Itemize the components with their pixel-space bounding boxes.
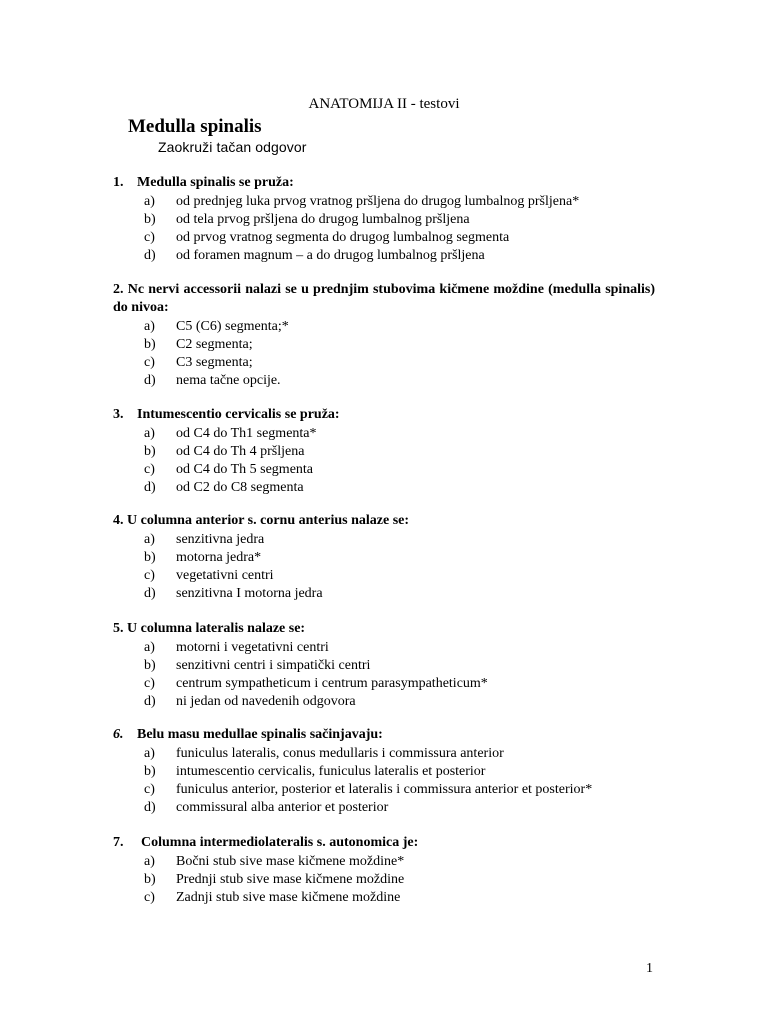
- option-item: [113, 443, 655, 461]
- option-text: od C4 do Th 4 pršljena: [176, 444, 305, 459]
- option-letter: a): [144, 194, 155, 209]
- option-letter: b): [144, 444, 156, 459]
- question-header: [113, 726, 655, 744]
- question-4: [113, 512, 655, 603]
- option-item: [113, 425, 655, 443]
- option-item: [113, 229, 655, 247]
- option-item: [113, 693, 655, 711]
- question-number: 7.: [113, 835, 124, 850]
- question-2: [113, 281, 655, 390]
- question-text: Intumescentio cervicalis se pruža:: [137, 407, 340, 422]
- option-text: ni jedan od navedenih odgovora: [176, 694, 356, 709]
- option-letter: c): [144, 676, 155, 691]
- question-number: 6.: [113, 727, 124, 742]
- question-number: 2.: [113, 282, 124, 297]
- option-text: intumescentio cervicalis, funiculus lateralis et posterior: [176, 764, 486, 779]
- option-text: C5 (C6) segmenta;*: [176, 319, 289, 334]
- option-item: [113, 549, 655, 567]
- option-item: [113, 354, 655, 372]
- instruction-text: Zaokruži tačan odgovor: [158, 139, 307, 155]
- option-text: od tela prvog pršljena do drugog lumbalnog pršljena: [176, 212, 470, 227]
- option-letter: d): [144, 248, 156, 263]
- option-letter: d): [144, 586, 156, 601]
- question-header: [113, 620, 655, 638]
- option-text: centrum sympatheticum i centrum parasympatheticum*: [176, 676, 488, 691]
- option-letter: c): [144, 462, 155, 477]
- option-text: C2 segmenta;: [176, 337, 253, 352]
- option-letter: c): [144, 890, 155, 905]
- option-text: nema tačne opcije.: [176, 373, 281, 388]
- option-letter: c): [144, 230, 155, 245]
- option-item: [113, 479, 655, 497]
- option-letter: d): [144, 480, 156, 495]
- option-letter: b): [144, 337, 156, 352]
- option-list: [113, 639, 655, 711]
- option-item: [113, 799, 655, 817]
- option-text: motorna jedra*: [176, 550, 262, 565]
- option-text: senzitivni centri i simpatički centri: [176, 658, 371, 673]
- option-item: [113, 657, 655, 675]
- question-6: [113, 726, 655, 817]
- option-item: [113, 372, 655, 390]
- option-item: [113, 781, 655, 799]
- question-text: U columna anterior s. cornu anterius nalaze se:: [127, 513, 410, 528]
- option-letter: a): [144, 532, 155, 547]
- question-header: [113, 512, 655, 530]
- option-letter: b): [144, 764, 156, 779]
- option-letter: a): [144, 746, 155, 761]
- option-text: od C2 do C8 segmenta: [176, 480, 304, 495]
- option-item: [113, 531, 655, 549]
- section-title: Medulla spinalis: [128, 116, 262, 137]
- question-header: [113, 406, 655, 424]
- question-header: [113, 281, 655, 317]
- option-item: [113, 461, 655, 479]
- question-number: 4.: [113, 513, 124, 528]
- option-item: [113, 871, 655, 889]
- question-text: Medulla spinalis se pruža:: [137, 175, 294, 190]
- option-letter: a): [144, 640, 155, 655]
- option-letter: c): [144, 568, 155, 583]
- question-3: [113, 406, 655, 497]
- option-item: [113, 318, 655, 336]
- option-letter: d): [144, 800, 156, 815]
- question-header: [113, 174, 655, 192]
- option-item: [113, 585, 655, 603]
- option-list: [113, 318, 655, 390]
- page-number: 1: [646, 961, 653, 976]
- option-text: od C4 do Th 5 segmenta: [176, 462, 314, 477]
- option-item: [113, 639, 655, 657]
- option-list: [113, 853, 655, 907]
- option-text: senzitivna I motorna jedra: [176, 586, 323, 601]
- question-7: [113, 834, 655, 907]
- option-item: [113, 745, 655, 763]
- option-list: [113, 745, 655, 817]
- question-number: 1.: [113, 175, 124, 190]
- option-item: [113, 247, 655, 265]
- option-letter: a): [144, 426, 155, 441]
- option-letter: c): [144, 782, 155, 797]
- option-list: [113, 531, 655, 603]
- option-text: C3 segmenta;: [176, 355, 253, 370]
- option-item: [113, 853, 655, 871]
- question-header: [113, 834, 655, 852]
- option-item: [113, 675, 655, 693]
- option-item: [113, 211, 655, 229]
- option-list: [113, 425, 655, 497]
- option-item: [113, 336, 655, 354]
- option-text: funiculus anterior, posterior et lateralis i commissura anterior et posterior*: [176, 782, 593, 797]
- option-item: [113, 889, 655, 907]
- option-letter: a): [144, 854, 155, 869]
- question-text: Belu masu medullae spinalis sačinjavaju:: [137, 727, 383, 742]
- option-text: od C4 do Th1 segmenta*: [176, 426, 317, 441]
- question-text: U columna lateralis nalaze se:: [127, 621, 306, 636]
- option-text: od foramen magnum – a do drugog lumbalnog pršljena: [176, 248, 485, 263]
- option-text: od prednjeg luka prvog vratnog pršljena do drugog lumbalnog pršljena*: [176, 194, 580, 209]
- option-text: Prednji stub sive mase kičmene moždine: [176, 872, 405, 887]
- question-number: 5.: [113, 621, 124, 636]
- question-1: [113, 174, 655, 265]
- question-text: Columna intermediolateralis s. autonomica je:: [141, 835, 419, 850]
- question-5: [113, 620, 655, 711]
- option-letter: b): [144, 658, 156, 673]
- option-text: senzitivna jedra: [176, 532, 265, 547]
- option-text: od prvog vratnog segmenta do drugog lumbalnog segmenta: [176, 230, 510, 245]
- option-letter: b): [144, 212, 156, 227]
- option-text: Zadnji stub sive mase kičmene moždine: [176, 890, 401, 905]
- option-item: [113, 193, 655, 211]
- option-letter: b): [144, 550, 156, 565]
- option-text: motorni i vegetativni centri: [176, 640, 329, 655]
- option-text: Bočni stub sive mase kičmene moždine*: [176, 854, 405, 869]
- question-text: Nc nervi accessorii nalazi se u prednjim stubovima kičmene moždine (medulla spinalis) do nivoa:: [113, 282, 655, 315]
- option-letter: d): [144, 373, 156, 388]
- option-letter: d): [144, 694, 156, 709]
- option-text: vegetativni centri: [176, 568, 274, 583]
- option-item: [113, 763, 655, 781]
- option-letter: a): [144, 319, 155, 334]
- option-text: commissural alba anterior et posterior: [176, 800, 389, 815]
- option-list: [113, 193, 655, 265]
- option-letter: c): [144, 355, 155, 370]
- option-text: funiculus lateralis, conus medullaris i commissura anterior: [176, 746, 504, 761]
- question-number: 3.: [113, 407, 124, 422]
- option-letter: b): [144, 872, 156, 887]
- option-item: [113, 567, 655, 585]
- document-title: ANATOMIJA II - testovi: [308, 96, 460, 112]
